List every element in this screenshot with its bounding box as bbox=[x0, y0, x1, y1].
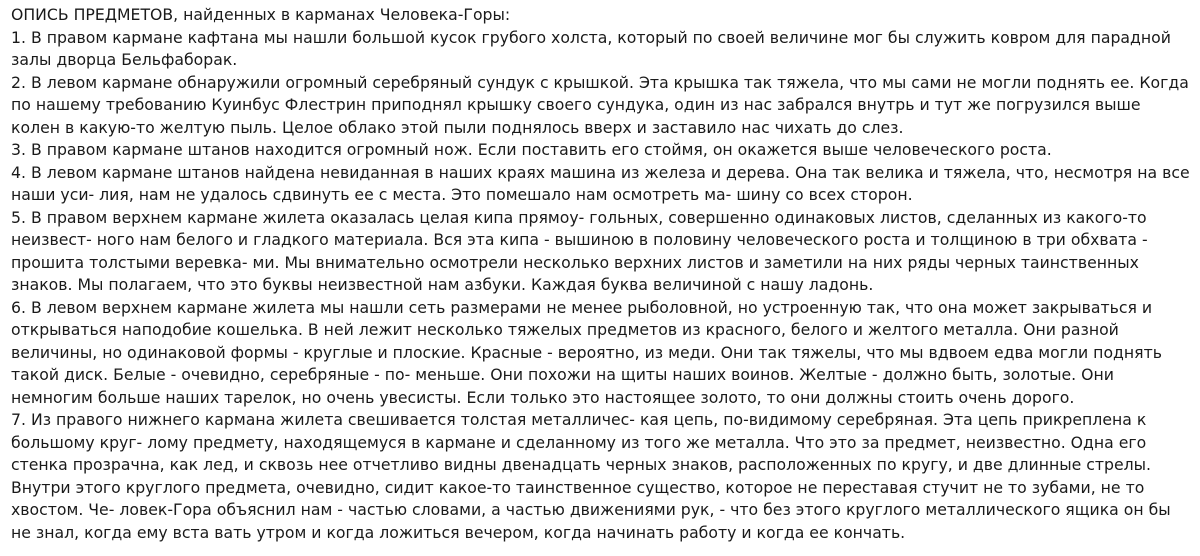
inventory-item-6: 6. В левом верхнем кармане жилета мы нашли сеть размерами не менее рыболовной, но устроенную так, что она может закрываться и открываться наподобие кошелька. В ней лежит несколько тяжелых предметов из красного, белого и желтого металла. Они разной величины, но одинаковой формы - круглые и плоские. Красные - вероятно, из меди. Они так тяжелы, что мы вдвоем едва могли поднять такой диск. Белые - очевидно, серебряные - по- меньше. Они похожи на щиты наших воинов. Желтые - должно быть, золотые. Они немногим больше наших тарелок, но очень увесисты. Если только это настоящее золото, то они должны стоить очень дорого. bbox=[11, 297, 1162, 407]
inventory-item-4: 4. В левом кармане штанов найдена невиданная в наших краях машина из железа и дерева. Она так велика и тяжела, что, несмотря на все наши уси- лия, нам не удалось сдвинуть ее с места. Это помешало нам осмотреть ма- шину со всех сторон. bbox=[11, 162, 1190, 204]
document-title: ОПИСЬ ПРЕДМЕТОВ, найденных в карманах Человека-Горы: bbox=[11, 5, 511, 24]
inventory-item-7: 7. Из правого нижнего кармана жилета свешивается толстая металличес- кая цепь, по-видимому серебряная. Эта цепь прикреплена к большому круг- лому предмету, находящемуся в кармане и сделанному из того же металла. Что это за предмет, неизвестно. Одна его стенка прозрачна, как лед, и сквозь нее отчетливо видны двенадцать черных знаков, расположенных по кругу, и две длинные стрелы. Внутри этого круглого предмета, очевидно, сидит какое-то таинственное существо, которое не переставая стучит не то зубами, не то хвостом. Че- ловек-Гора объяснил нам - частью словами, а частью движениями рук, - что без этого круглого металлического ящика он бы не знал, когда ему вста вать утром и когда ложиться вечером, когда начинать работу и когда ее кончать. bbox=[11, 410, 1171, 542]
inventory-item-3: 3. В правом кармане штанов находится огромный нож. Если поставить его стоймя, он окажется выше человеческого роста. bbox=[11, 140, 1052, 159]
inventory-item-2: 2. В левом кармане обнаружили огромный серебряный сундук с крышкой. Эта крышка так тяжела, что мы сами не могли поднять ее. Когда по нашему требованию Куинбус Флестрин приподнял крышку своего сундука, один из нас забрался внутрь и тут же погрузился выше колен в какую-то желтую пыль. Целое облако этой пыли поднялось вверх и заставило нас чихать до слез. bbox=[11, 72, 1189, 137]
inventory-item-5: 5. В правом верхнем кармане жилета оказалась целая кипа прямоу- гольных, совершенно одинаковых листов, сделанных из какого-то неизвест- ного нам белого и гладкого материала. Вся эта кипа - вышиною в половину человеческого роста и толщиною в три обхвата - прошита толстыми веревка- ми. Мы внимательно осмотрели несколько верхних листов и заметили на них ряды черных таинственных знаков. Мы полагаем, что это буквы неизвестной нам азбуки. Каждая буква величиной с нашу ладонь. bbox=[11, 207, 1148, 294]
inventory-item-1: 1. В правом кармане кафтана мы нашли большой кусок грубого холста, который по своей величине мог бы служить ковром для парадной залы дворца Бельфаборак. bbox=[11, 27, 1171, 69]
